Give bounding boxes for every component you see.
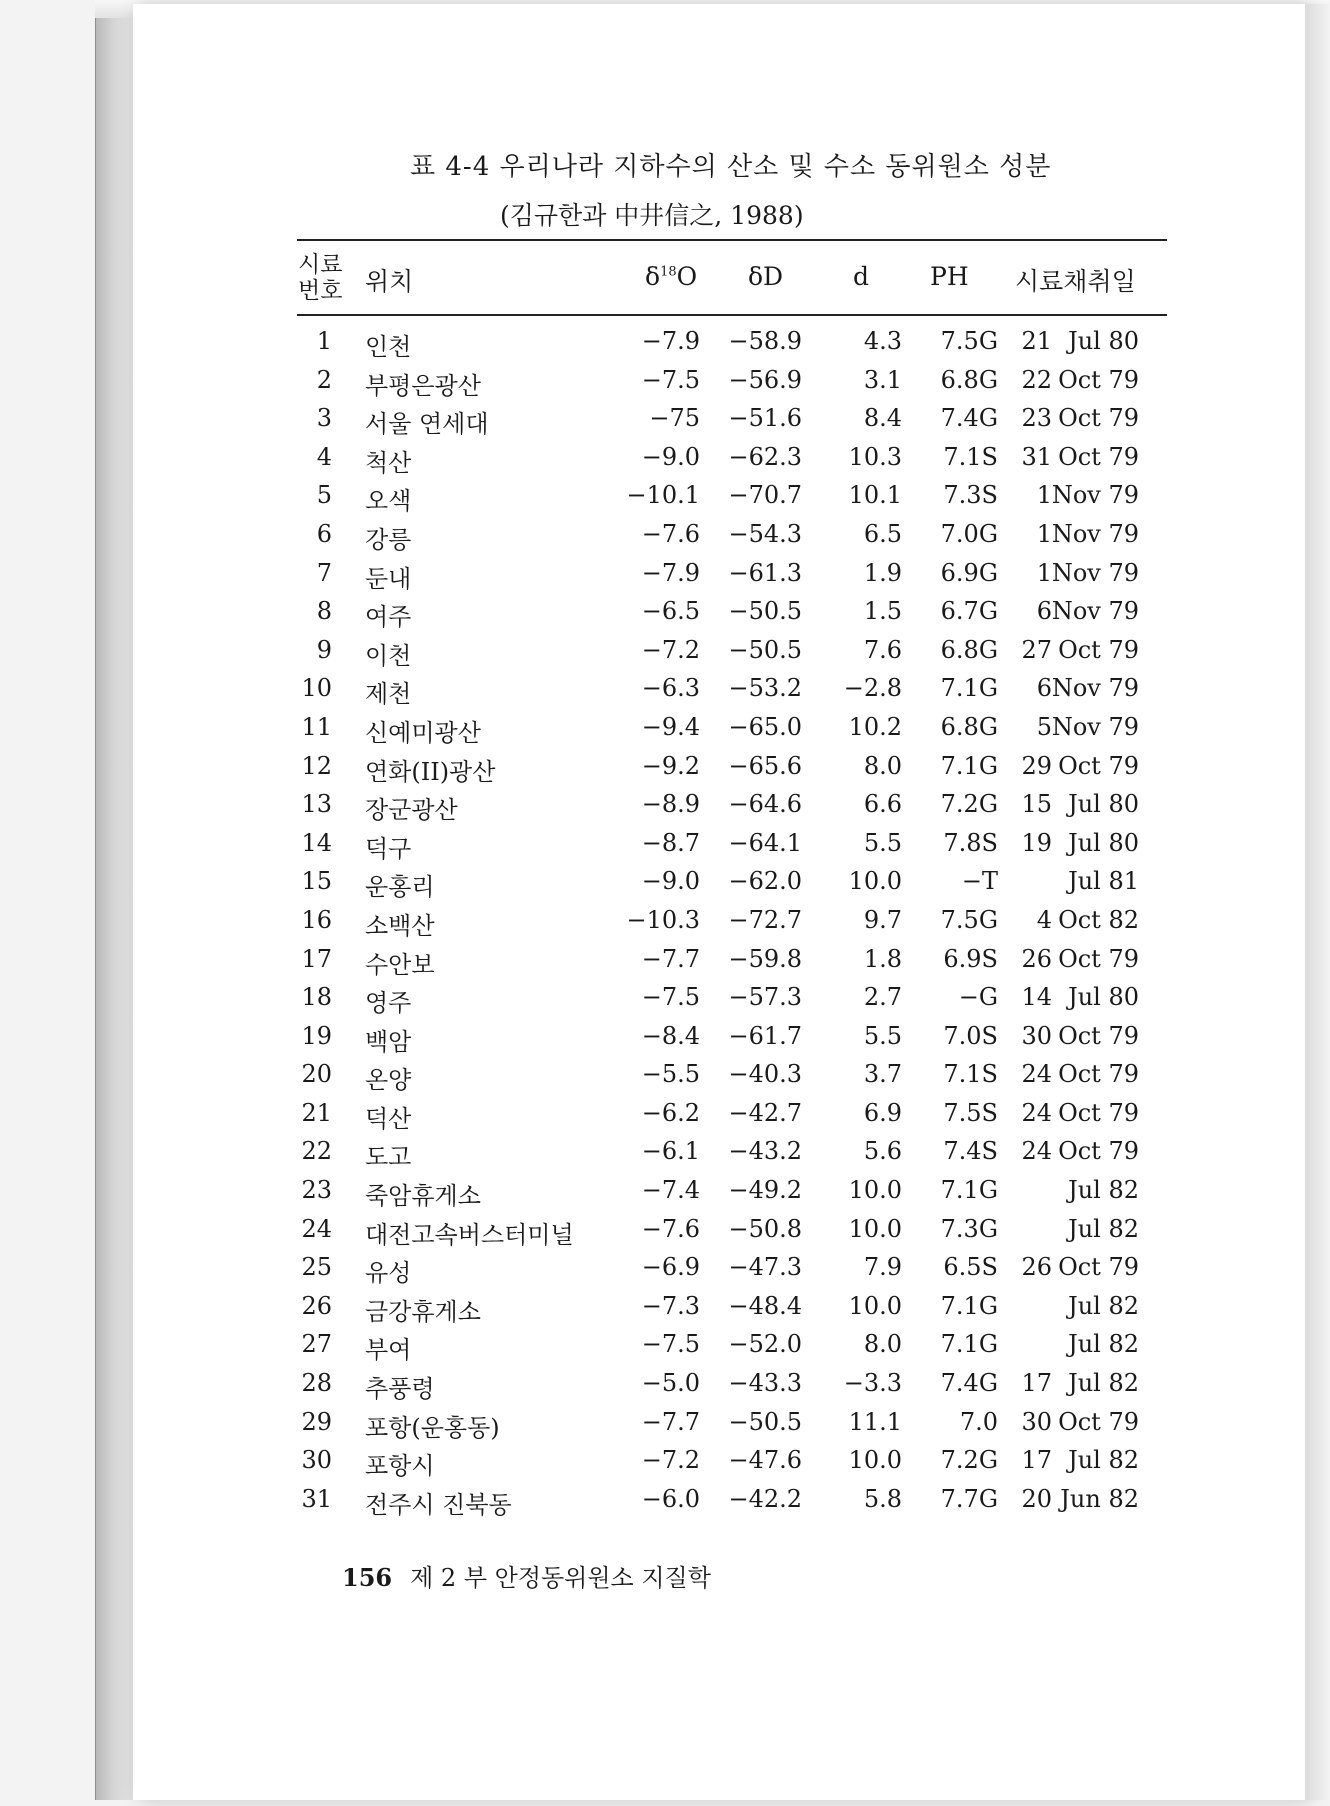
- cell-location: 전주시 진북동: [365, 1490, 512, 1519]
- cell-month-year: Oct 79: [1058, 635, 1139, 664]
- cell-delta-o18: −7.6: [641, 1214, 700, 1243]
- cell-delta-o18: −7.5: [641, 1330, 700, 1359]
- cell-ph: 6.9G: [940, 558, 998, 587]
- cell-delta-o18: −9.4: [641, 712, 700, 741]
- cell-sample-number: 7: [316, 558, 332, 587]
- cell-location: 부여: [365, 1336, 412, 1365]
- cell-month-year: Oct 79: [1058, 1137, 1139, 1166]
- cell-d-excess: 6.6: [863, 790, 902, 819]
- cell-delta-d: −62.3: [728, 442, 802, 471]
- cell-location: 백암: [365, 1027, 412, 1056]
- cell-d-excess: 5.5: [863, 1021, 902, 1050]
- cell-sample-number: 15: [301, 867, 332, 896]
- cell-ph: 7.5G: [940, 327, 998, 355]
- cell-delta-o18: −5.0: [641, 1369, 700, 1398]
- cell-d-excess: −3.3: [843, 1369, 902, 1398]
- table-row: [0, 1444, 1330, 1483]
- cell-ph: 7.1G: [940, 674, 998, 703]
- table-row: [0, 865, 1330, 904]
- footer-section-title: 제 2 부 안정동위원소 지질학: [410, 1564, 711, 1592]
- cell-ph: 7.4G: [940, 1369, 998, 1398]
- cell-delta-o18: −7.9: [641, 327, 700, 355]
- cell-location: 유성: [365, 1259, 412, 1288]
- header-sample-number: 시료 번호: [298, 252, 343, 304]
- cell-sample-number: 5: [316, 481, 332, 510]
- table-row: [0, 904, 1330, 943]
- table-row: [0, 943, 1330, 982]
- cell-d-excess: 5.8: [863, 1484, 902, 1513]
- table-row: [0, 1406, 1330, 1445]
- cell-month-year: Oct 79: [1058, 1098, 1139, 1127]
- table-row: [0, 441, 1330, 480]
- cell-delta-o18: −7.2: [641, 635, 700, 664]
- header-sampling-date: 시료채취일: [1015, 267, 1136, 296]
- cell-location: 강릉: [365, 525, 412, 554]
- cell-sample-number: 4: [316, 442, 332, 471]
- cell-delta-o18: −6.1: [641, 1137, 700, 1166]
- table-row: [0, 1058, 1330, 1097]
- cell-day: 15: [1021, 790, 1052, 819]
- cell-day: 27: [1021, 635, 1052, 664]
- table-row: [0, 634, 1330, 673]
- cell-delta-o18: −7.2: [641, 1446, 700, 1475]
- cell-delta-d: −70.7: [728, 481, 802, 510]
- cell-d-excess: 7.9: [863, 1253, 902, 1282]
- cell-day: 4: [1036, 905, 1052, 934]
- cell-d-excess: 6.9: [863, 1098, 902, 1127]
- cell-delta-d: −54.3: [728, 519, 802, 548]
- cell-d-excess: 1.5: [863, 597, 902, 626]
- cell-location: 도고: [365, 1143, 412, 1172]
- cell-location: 신예미광산: [365, 718, 481, 747]
- cell-day: 20: [1021, 1484, 1052, 1513]
- cell-sample-number: 3: [316, 404, 332, 433]
- cell-month-year: Jun 82: [1060, 1484, 1139, 1513]
- cell-location: 소백산: [365, 911, 435, 940]
- cell-sample-number: 19: [301, 1021, 332, 1050]
- cell-delta-o18: −6.9: [641, 1253, 700, 1282]
- cell-ph: 6.7G: [940, 597, 998, 626]
- cell-month-year: Oct 79: [1058, 1060, 1139, 1089]
- cell-delta-d: −64.6: [728, 790, 802, 819]
- table-row: [0, 402, 1330, 441]
- cell-sample-number: 1: [316, 327, 332, 355]
- cell-delta-d: −65.6: [728, 751, 802, 780]
- cell-month-year: Nov 79: [1051, 597, 1139, 626]
- cell-month-year: Oct 79: [1058, 1021, 1139, 1050]
- cell-month-year: Oct 79: [1058, 365, 1139, 394]
- cell-location: 영주: [365, 989, 412, 1018]
- cell-sample-number: 23: [301, 1176, 332, 1205]
- table-row: [0, 518, 1330, 557]
- cell-sample-number: 25: [301, 1253, 332, 1282]
- cell-ph: 7.0S: [943, 1021, 998, 1050]
- cell-delta-o18: −9.0: [641, 867, 700, 896]
- cell-location: 여주: [365, 603, 412, 632]
- cell-delta-o18: −8.9: [641, 790, 700, 819]
- cell-d-excess: 1.9: [863, 558, 902, 587]
- table-body: [0, 325, 1330, 1521]
- cell-delta-d: −61.7: [728, 1021, 802, 1050]
- cell-sample-number: 24: [301, 1214, 332, 1243]
- cell-sample-number: 11: [301, 712, 332, 741]
- cell-sample-number: 30: [301, 1446, 332, 1475]
- cell-delta-d: −64.1: [728, 828, 802, 857]
- cell-month-year: Nov 79: [1051, 481, 1139, 510]
- cell-month-year: Jul 81: [1068, 867, 1139, 896]
- cell-day: 31: [1021, 442, 1052, 471]
- cell-delta-d: −48.4: [728, 1291, 802, 1320]
- table-title: 표 4-4 우리나라 지하수의 산소 및 수소 동위원소 성분: [410, 152, 1052, 182]
- cell-delta-d: −40.3: [728, 1060, 802, 1089]
- cell-day: 24: [1021, 1098, 1052, 1127]
- cell-delta-d: −49.2: [728, 1176, 802, 1205]
- cell-d-excess: 10.0: [848, 1446, 902, 1475]
- cell-ph: 7.1G: [940, 1291, 998, 1320]
- cell-ph: 7.3S: [943, 481, 998, 510]
- cell-month-year: Jul 82: [1068, 1214, 1139, 1243]
- cell-d-excess: 10.0: [848, 1291, 902, 1320]
- cell-sample-number: 21: [301, 1098, 332, 1127]
- cell-location: 서울 연세대: [365, 410, 489, 439]
- cell-sample-number: 2: [316, 365, 332, 394]
- table-subtitle: (김규한과 中井信之, 1988): [500, 201, 804, 230]
- table-top-rule: [297, 239, 1167, 241]
- cell-sample-number: 8: [316, 597, 332, 626]
- header-delta-d: δD: [748, 262, 784, 291]
- cell-delta-d: −47.6: [728, 1446, 802, 1475]
- cell-d-excess: 11.1: [848, 1407, 902, 1436]
- cell-location: 포항(운홍동): [365, 1413, 500, 1442]
- cell-d-excess: 7.6: [863, 635, 902, 664]
- cell-delta-o18: −6.5: [641, 597, 700, 626]
- cell-month-year: Nov 79: [1051, 674, 1139, 703]
- cell-ph: 7.5G: [940, 905, 998, 934]
- cell-delta-o18: −6.3: [641, 674, 700, 703]
- cell-day: 24: [1021, 1060, 1052, 1089]
- cell-ph: 7.1S: [943, 1060, 998, 1089]
- cell-month-year: Jul 80: [1068, 790, 1139, 819]
- cell-day: 17: [1021, 1446, 1052, 1475]
- cell-delta-d: −58.9: [728, 327, 802, 355]
- table-row: [0, 325, 1330, 364]
- header-ph: PH: [930, 262, 969, 291]
- cell-month-year: Nov 79: [1051, 519, 1139, 548]
- cell-month-year: Oct 79: [1058, 1407, 1139, 1436]
- cell-d-excess: 9.7: [863, 905, 902, 934]
- cell-location: 추풍령: [365, 1375, 435, 1404]
- table-row: [0, 788, 1330, 827]
- cell-delta-o18: −9.0: [641, 442, 700, 471]
- cell-delta-o18: −7.5: [641, 365, 700, 394]
- cell-sample-number: 17: [301, 944, 332, 973]
- cell-ph: 7.3G: [940, 1214, 998, 1243]
- cell-delta-d: −43.2: [728, 1137, 802, 1166]
- cell-delta-o18: −7.3: [641, 1291, 700, 1320]
- cell-delta-o18: −7.6: [641, 519, 700, 548]
- cell-sample-number: 29: [301, 1407, 332, 1436]
- cell-delta-d: −59.8: [728, 944, 802, 973]
- cell-delta-d: −72.7: [728, 905, 802, 934]
- cell-d-excess: 10.0: [848, 1176, 902, 1205]
- header-location: 위치: [365, 267, 414, 296]
- cell-day: 5: [1036, 712, 1052, 741]
- cell-day: 22: [1021, 365, 1052, 394]
- cell-d-excess: 3.7: [863, 1060, 902, 1089]
- cell-ph: 6.5S: [943, 1253, 998, 1282]
- cell-month-year: Jul 82: [1068, 1330, 1139, 1359]
- cell-day: 6: [1036, 674, 1052, 703]
- cell-delta-o18: −10.3: [626, 905, 700, 934]
- cell-ph: 7.7G: [940, 1484, 998, 1513]
- cell-delta-o18: −7.5: [641, 983, 700, 1012]
- cell-month-year: Nov 79: [1051, 558, 1139, 587]
- cell-month-year: Oct 79: [1058, 751, 1139, 780]
- cell-day: 14: [1021, 983, 1052, 1012]
- table-row: [0, 595, 1330, 634]
- cell-delta-d: −61.3: [728, 558, 802, 587]
- cell-sample-number: 14: [301, 828, 332, 857]
- cell-month-year: Oct 79: [1058, 944, 1139, 973]
- table-row: [0, 479, 1330, 518]
- cell-sample-number: 12: [301, 751, 332, 780]
- cell-delta-d: −65.0: [728, 712, 802, 741]
- cell-sample-number: 18: [301, 983, 332, 1012]
- table-header-rule: [297, 314, 1167, 316]
- header-delta-o18: $\delta^{18}O$: [645, 262, 698, 291]
- table-row: [0, 1020, 1330, 1059]
- cell-month-year: Oct 79: [1058, 442, 1139, 471]
- cell-ph: 7.2G: [940, 790, 998, 819]
- cell-day: 29: [1021, 751, 1052, 780]
- cell-location: 죽암휴게소: [365, 1182, 481, 1211]
- cell-delta-d: −62.0: [728, 867, 802, 896]
- cell-day: 17: [1021, 1369, 1052, 1398]
- table-row: [0, 1097, 1330, 1136]
- cell-location: 대전고속버스터미널: [365, 1220, 574, 1249]
- cell-d-excess: 1.8: [863, 944, 902, 973]
- cell-day: 26: [1021, 1253, 1052, 1282]
- cell-delta-d: −56.9: [728, 365, 802, 394]
- cell-delta-d: −50.5: [728, 1407, 802, 1436]
- table-row: [0, 1174, 1330, 1213]
- cell-sample-number: 13: [301, 790, 332, 819]
- cell-location: 덕구: [365, 834, 412, 863]
- cell-sample-number: 31: [301, 1484, 332, 1513]
- table-row: [0, 1328, 1330, 1367]
- table-row: [0, 557, 1330, 596]
- cell-delta-o18: −8.7: [641, 828, 700, 857]
- cell-month-year: Jul 82: [1068, 1369, 1139, 1398]
- cell-month-year: Jul 80: [1068, 983, 1139, 1012]
- cell-sample-number: 20: [301, 1060, 332, 1089]
- table-row: [0, 364, 1330, 403]
- table-row: [0, 1135, 1330, 1174]
- cell-sample-number: 22: [301, 1137, 332, 1166]
- cell-day: 30: [1021, 1407, 1052, 1436]
- cell-location: 연화(II)광산: [365, 757, 496, 786]
- cell-day: 21: [1021, 327, 1052, 355]
- cell-delta-o18: −75: [649, 404, 700, 433]
- cell-ph: 7.0: [959, 1407, 998, 1436]
- table-row: [0, 1367, 1330, 1406]
- cell-d-excess: −2.8: [843, 674, 902, 703]
- cell-day: 30: [1021, 1021, 1052, 1050]
- cell-d-excess: 10.3: [848, 442, 902, 471]
- cell-location: 포항시: [365, 1452, 435, 1481]
- cell-delta-o18: −6.0: [641, 1484, 700, 1513]
- cell-location: 온양: [365, 1066, 412, 1095]
- cell-day: 26: [1021, 944, 1052, 973]
- cell-delta-d: −42.7: [728, 1098, 802, 1127]
- cell-d-excess: 5.6: [863, 1137, 902, 1166]
- cell-month-year: Oct 79: [1058, 404, 1139, 433]
- cell-sample-number: 26: [301, 1291, 332, 1320]
- cell-day: 23: [1021, 404, 1052, 433]
- table-row: [0, 1290, 1330, 1329]
- cell-sample-number: 6: [316, 519, 332, 548]
- table-row: [0, 827, 1330, 866]
- cell-delta-o18: −6.2: [641, 1098, 700, 1127]
- cell-day: 24: [1021, 1137, 1052, 1166]
- cell-delta-d: −50.5: [728, 597, 802, 626]
- cell-delta-d: −43.3: [728, 1369, 802, 1398]
- cell-delta-o18: −7.7: [641, 1407, 700, 1436]
- cell-delta-o18: −10.1: [626, 481, 700, 510]
- cell-ph: 7.8S: [943, 828, 998, 857]
- cell-ph: 7.0G: [940, 519, 998, 548]
- table-row: [0, 672, 1330, 711]
- cell-month-year: Jul 82: [1068, 1291, 1139, 1320]
- cell-ph: 6.8G: [940, 712, 998, 741]
- cell-day: 1: [1036, 558, 1052, 587]
- cell-ph: −G: [958, 983, 998, 1012]
- cell-month-year: Jul 80: [1068, 327, 1139, 355]
- cell-delta-o18: −5.5: [641, 1060, 700, 1089]
- cell-location: 장군광산: [365, 796, 458, 825]
- header-d-excess: d: [853, 262, 870, 291]
- cell-d-excess: 10.0: [848, 867, 902, 896]
- table-row: [0, 1483, 1330, 1522]
- cell-d-excess: 4.3: [863, 327, 902, 355]
- cell-location: 수안보: [365, 950, 435, 979]
- cell-d-excess: 5.5: [863, 828, 902, 857]
- table-row: [0, 981, 1330, 1020]
- cell-ph: 7.1G: [940, 1330, 998, 1359]
- cell-delta-o18: −7.7: [641, 944, 700, 973]
- cell-sample-number: 9: [316, 635, 332, 664]
- cell-ph: 7.1G: [940, 751, 998, 780]
- cell-month-year: Oct 79: [1058, 1253, 1139, 1282]
- cell-delta-d: −53.2: [728, 674, 802, 703]
- cell-d-excess: 8.0: [863, 751, 902, 780]
- cell-location: 제천: [365, 680, 412, 709]
- cell-location: 인천: [365, 333, 412, 361]
- cell-ph: 7.5S: [943, 1098, 998, 1127]
- cell-d-excess: 10.0: [848, 1214, 902, 1243]
- table-row: [0, 1213, 1330, 1252]
- table-row: [0, 711, 1330, 750]
- cell-delta-o18: −7.4: [641, 1176, 700, 1205]
- cell-day: 1: [1036, 519, 1052, 548]
- cell-delta-o18: −8.4: [641, 1021, 700, 1050]
- cell-month-year: Nov 79: [1051, 712, 1139, 741]
- cell-d-excess: 10.2: [848, 712, 902, 741]
- cell-ph: 7.4G: [940, 404, 998, 433]
- cell-location: 운홍리: [365, 873, 435, 902]
- cell-sample-number: 28: [301, 1369, 332, 1398]
- cell-d-excess: 2.7: [863, 983, 902, 1012]
- page-footer: [342, 1558, 711, 1593]
- cell-day: 1: [1036, 481, 1052, 510]
- cell-delta-d: −50.8: [728, 1214, 802, 1243]
- cell-month-year: Oct 82: [1058, 905, 1139, 934]
- cell-delta-d: −52.0: [728, 1330, 802, 1359]
- cell-location: 이천: [365, 641, 412, 670]
- cell-sample-number: 16: [301, 905, 332, 934]
- cell-location: 오색: [365, 487, 412, 516]
- cell-location: 둔내: [365, 564, 412, 593]
- cell-month-year: Jul 82: [1068, 1176, 1139, 1205]
- cell-delta-d: −50.5: [728, 635, 802, 664]
- cell-delta-d: −57.3: [728, 983, 802, 1012]
- cell-ph: 7.1G: [940, 1176, 998, 1205]
- cell-ph: 7.2G: [940, 1446, 998, 1475]
- cell-delta-o18: −9.2: [641, 751, 700, 780]
- cell-ph: 7.4S: [943, 1137, 998, 1166]
- cell-delta-d: −47.3: [728, 1253, 802, 1282]
- page-number: 156: [342, 1563, 393, 1592]
- cell-d-excess: 8.0: [863, 1330, 902, 1359]
- cell-delta-o18: −7.9: [641, 558, 700, 587]
- cell-d-excess: 3.1: [863, 365, 902, 394]
- cell-ph: 6.8G: [940, 365, 998, 394]
- cell-sample-number: 27: [301, 1330, 332, 1359]
- cell-location: 척산: [365, 448, 412, 477]
- cell-day: 19: [1021, 828, 1052, 857]
- cell-day: 6: [1036, 597, 1052, 626]
- cell-delta-d: −51.6: [728, 404, 802, 433]
- cell-location: 금강휴게소: [365, 1297, 481, 1326]
- cell-location: 덕산: [365, 1104, 412, 1133]
- cell-ph: −T: [961, 867, 998, 896]
- cell-delta-d: −42.2: [728, 1484, 802, 1513]
- cell-sample-number: 10: [301, 674, 332, 703]
- table-row: [0, 750, 1330, 789]
- cell-ph: 7.1S: [943, 442, 998, 471]
- cell-ph: 6.8G: [940, 635, 998, 664]
- cell-month-year: Jul 80: [1068, 828, 1139, 857]
- cell-month-year: Jul 82: [1068, 1446, 1139, 1475]
- cell-location: 부평은광산: [365, 371, 481, 400]
- cell-d-excess: 10.1: [848, 481, 902, 510]
- table-row: [0, 1251, 1330, 1290]
- cell-ph: 6.9S: [943, 944, 998, 973]
- cell-d-excess: 6.5: [863, 519, 902, 548]
- cell-d-excess: 8.4: [863, 404, 902, 433]
